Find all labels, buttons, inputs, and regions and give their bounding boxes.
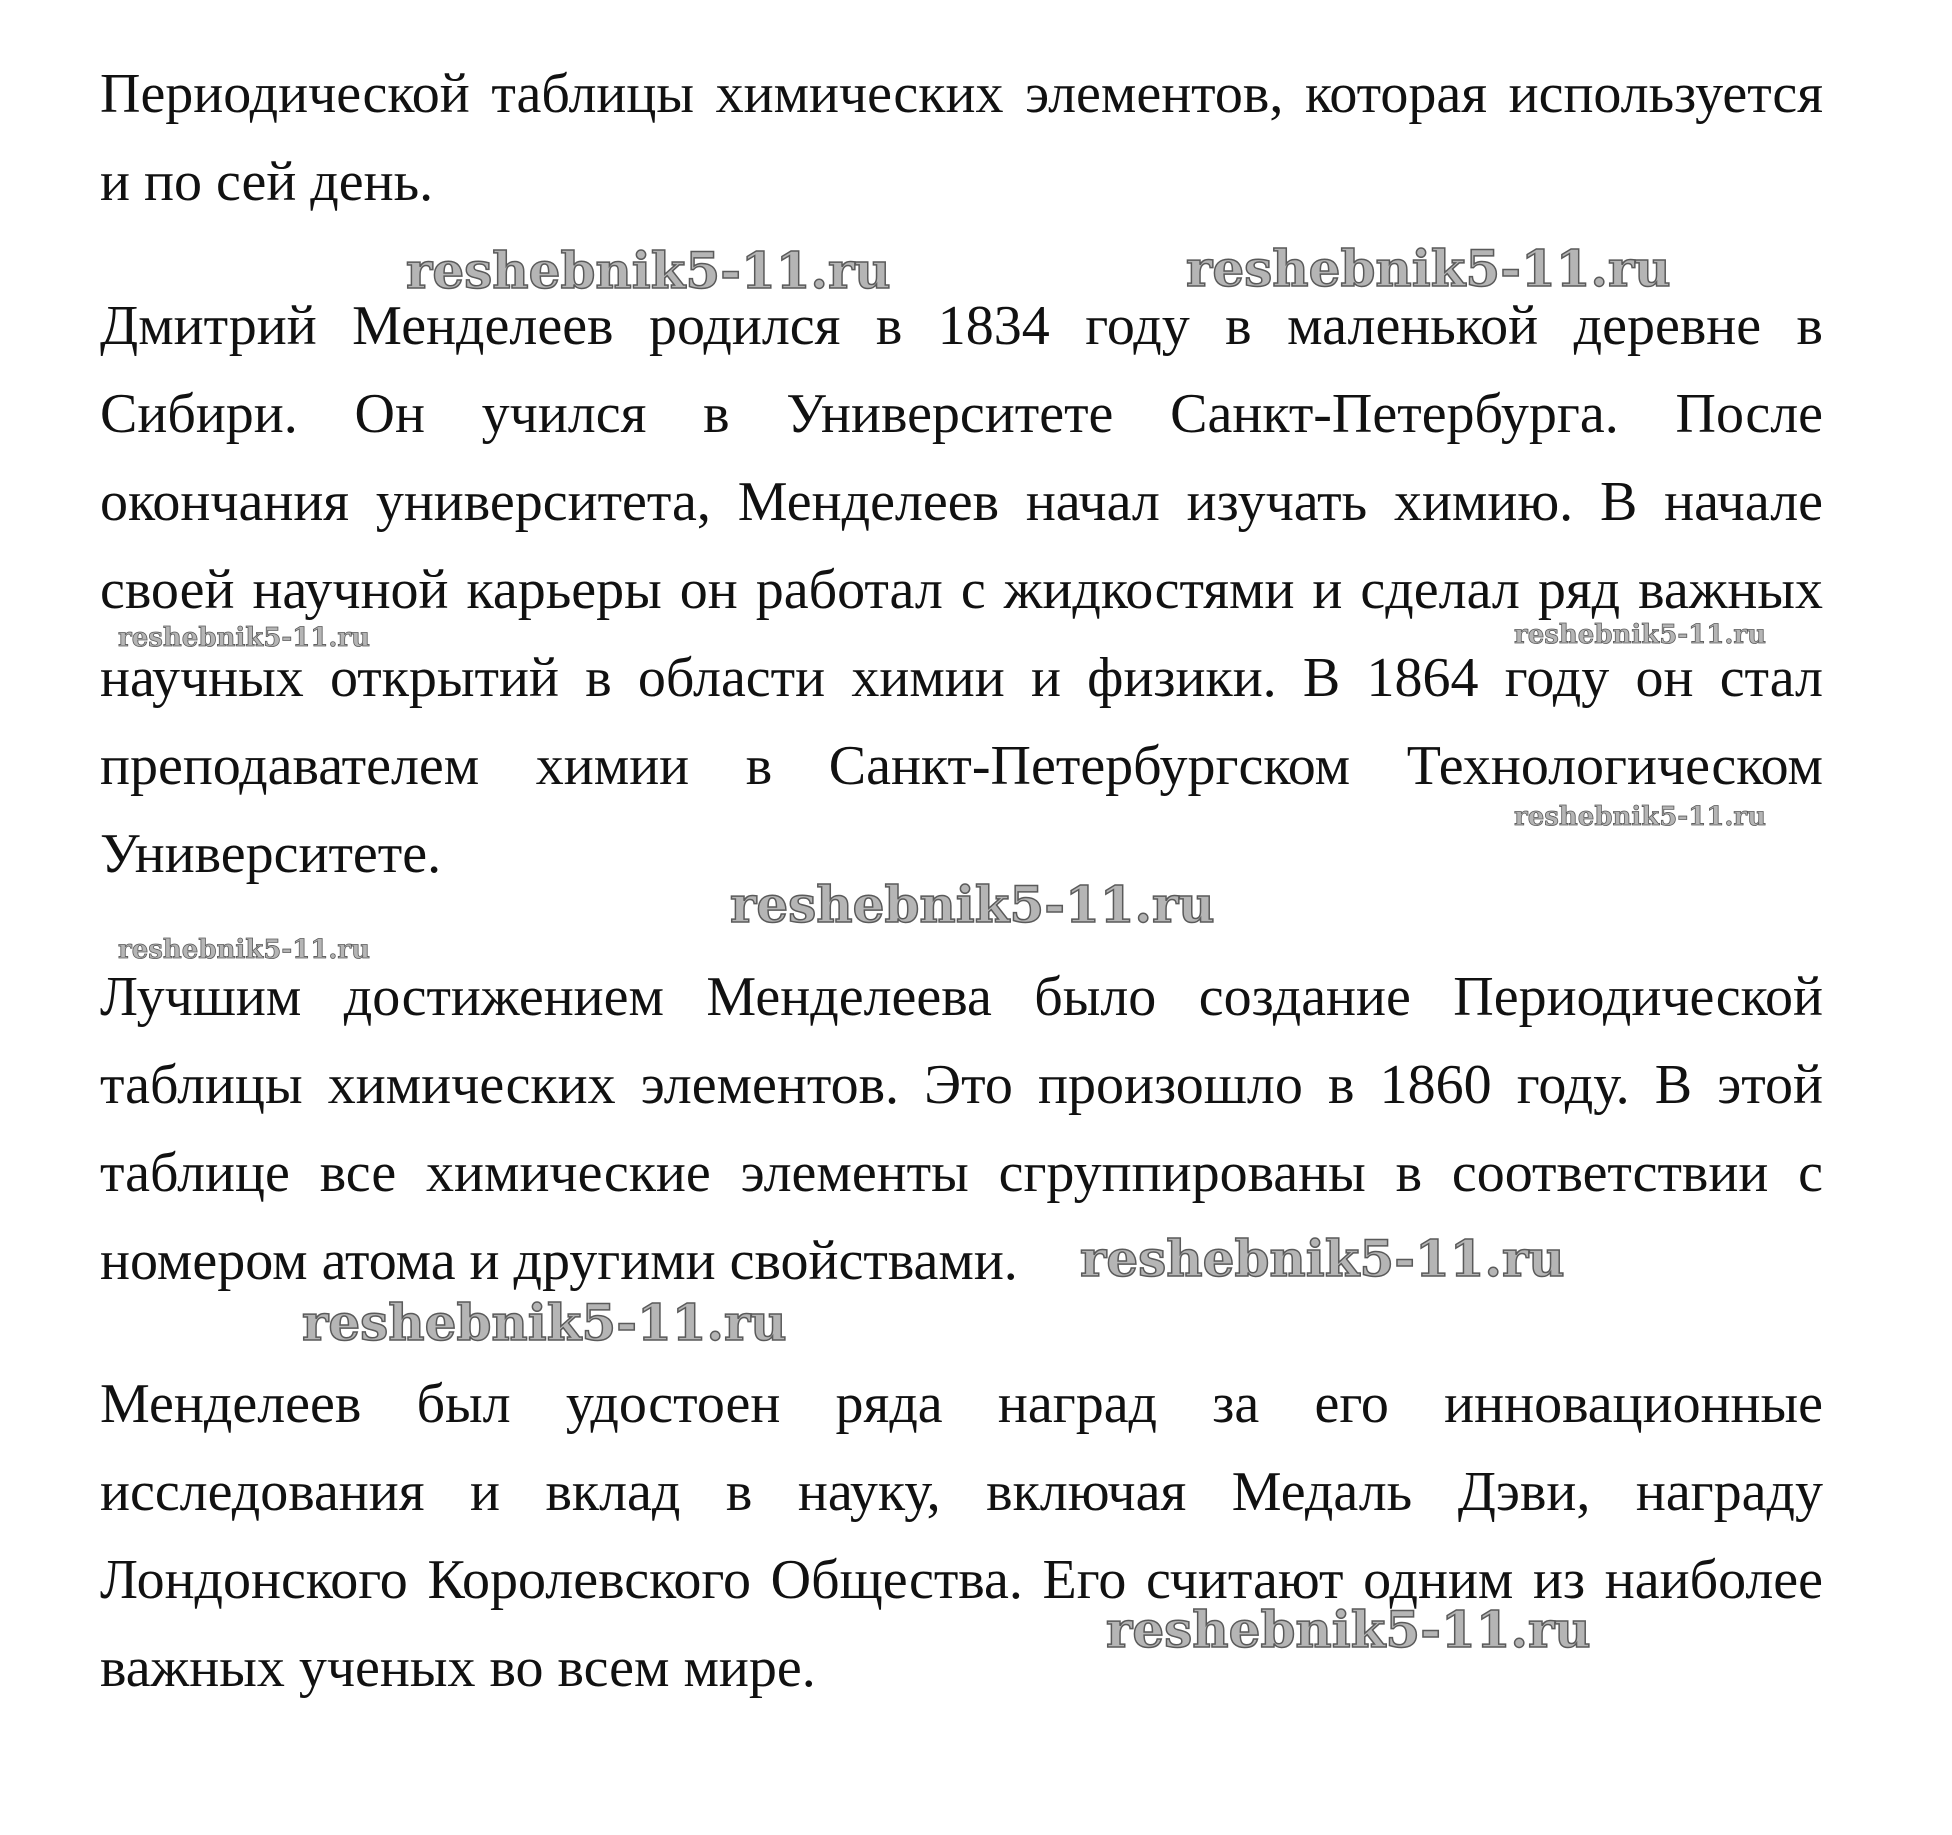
- watermark: reshebnik5-11.ru: [406, 241, 891, 300]
- watermark: reshebnik5-11.ru: [1514, 802, 1767, 832]
- paragraph-awards: Менделеев был удостоен ряда наград за его инновационные исследования и вклад в науку, включая Медаль Дэви, награду Лондонского Королевского Общества. Его считают одним из наиболее важных ученых во всем мире.: [100, 1373, 1823, 1699]
- paragraph-periodic-table: Лучшим достижением Менделеева было создание Периодической таблицы химических элементов. Это произошло в 1860 году. В этой таблице все химические элементы сгруппированы в соответствии с номером атома и другими свойствами.: [100, 966, 1823, 1292]
- paragraph-biography: Дмитрий Менделеев родился в 1834 году в маленькой деревне в Сибири. Он учился в Университете Санкт-Петербурга. После окончания университета, Менделеев начал изучать химию. В начале своей научной карьеры он работал с жидкостями и сделал ряд важных научных открытий в области химии и физики. В 1864 году он стал преподавателем химии в Санкт-Петербургском Технологическом Университете.: [100, 295, 1823, 885]
- watermark: reshebnik5-11.ru: [1186, 239, 1671, 298]
- watermark: reshebnik5-11.ru: [730, 875, 1215, 934]
- watermark: reshebnik5-11.ru: [118, 623, 371, 653]
- watermark: reshebnik5-11.ru: [118, 935, 371, 965]
- watermark: reshebnik5-11.ru: [1080, 1229, 1565, 1288]
- watermark: reshebnik5-11.ru: [1106, 1600, 1591, 1659]
- watermark: reshebnik5-11.ru: [1514, 620, 1767, 650]
- watermark: reshebnik5-11.ru: [302, 1293, 787, 1352]
- paragraph-intro: Периодической таблицы химических элементов, которая используется и по сей день.: [100, 63, 1823, 213]
